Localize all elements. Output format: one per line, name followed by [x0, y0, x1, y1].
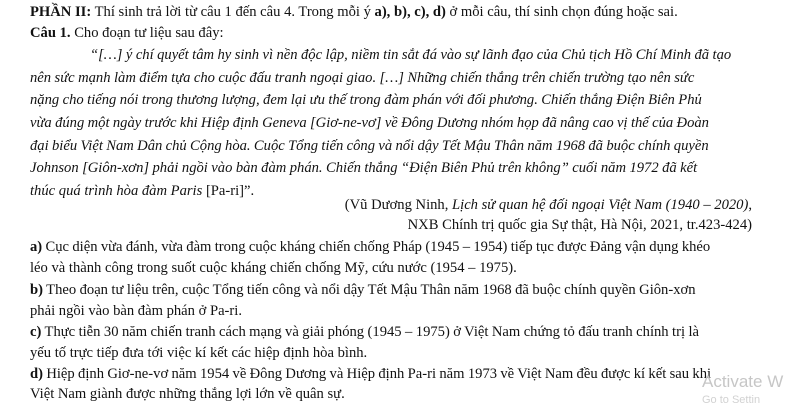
source-author-line: [345, 196, 752, 214]
statement-c-text-1: Thực tiễn 30 năm chiến tranh cách mạng và giải phóng (1945 – 1975) ở Việt Nam chứng tỏ đấu tranh chính trị là: [41, 324, 699, 340]
statement-b-line-2: phải ngồi vào bàn đàm phán ở Pa-ri.: [30, 303, 242, 319]
passage-line-5: đại biểu Việt Nam Dân chủ Cộng hòa. Cuộc Tổng tiến công và nổi dậy Tết Mậu Thân năm 1968 đã buộc chính quyền: [30, 138, 709, 154]
passage-line-3: nặng cho tiếng nói trong thương lượng, đem lại ưu thế trong đàm phán với đối phương. Chiến thắng Điện Biên Phủ: [30, 92, 702, 108]
passage-line-2: nên sức mạnh làm điểm tựa cho cuộc đấu tranh ngoại giao. […] Những chiến thắng trên chiến trường tạo nên sức: [30, 70, 695, 86]
statement-d-text-1: Hiệp định Giơ-ne-vơ năm 1954 về Đông Dương và Hiệp định Pa-ri năm 1973 về Việt Nam đều được kí kết sau khi: [42, 366, 712, 382]
statement-a-line-2: léo và thành công trong suốt cuộc kháng chiến chống Mỹ, cứu nước (1954 – 1975).: [30, 260, 517, 276]
section-heading-line: [30, 3, 678, 21]
statement-b-line-1: [30, 281, 696, 299]
statement-d-line-1: [30, 365, 711, 383]
section-instruction: Thí sinh trả lời từ câu 1 đến câu 4. Trong mỗi ý: [91, 4, 375, 20]
statement-d-label: d): [30, 366, 43, 382]
section-instruction-tail: ở mỗi câu, thí sinh chọn đúng hoặc sai.: [445, 4, 678, 20]
section-items-ref: a), b), c), d): [374, 4, 446, 20]
statement-c-line-1: [30, 323, 699, 341]
statement-b-text-1: Theo đoạn tư liệu trên, cuộc Tổng tiến công và nổi dậy Tết Mậu Thân năm 1968 đã buộc chính quyền Giôn-xơn: [42, 282, 696, 298]
activation-watermark-title: Activate W: [702, 372, 784, 391]
question-line: [30, 24, 224, 42]
passage-last-plain: [Pa-ri]”.: [205, 183, 255, 199]
passage-last-italic: thúc quá trình hòa đàm Paris: [30, 183, 206, 199]
passage-line-4: vừa đúng một ngày trước khi Hiệp định Geneva [Giơ-ne-vơ] về Đông Dương nhóm họp đã nâng cao vị thế của Đoàn: [30, 115, 709, 131]
passage-line-6: Johnson [Giôn-xơn] phải ngồi vào bàn đàm phán. Chiến thắng “Điện Biên Phủ trên không” cuối năm 1972 đã kết: [30, 160, 698, 176]
question-label: Câu 1.: [30, 25, 71, 41]
activation-watermark-subtitle: Go to Settin: [702, 394, 761, 406]
passage-line-7: [30, 182, 254, 200]
statement-a-line-1: [30, 238, 710, 256]
source-book-title: Lịch sử quan hệ đối ngoại Việt Nam (1940 – 2020): [452, 197, 749, 213]
passage-line-1: “[…] ý chí quyết tâm hy sinh vì nền độc lập, niềm tin sắt đá vào sự lãnh đạo của Chủ tịch Hồ Chí Minh đã tạo: [90, 47, 732, 63]
statement-d-line-2: Việt Nam giành được những thắng lợi lớn về quân sự.: [30, 386, 345, 402]
statement-a-text-1: Cục diện vừa đánh, vừa đàm trong cuộc kháng chiến chống Pháp (1945 – 1954) tiếp tục được Đảng vận dụng khéo: [42, 239, 711, 255]
statement-c-line-2: yếu tố trực tiếp đưa tới việc kí kết các hiệp định hòa bình.: [30, 345, 368, 361]
source-author-tail: ,: [748, 197, 752, 213]
source-publisher-line: NXB Chính trị quốc gia Sự thật, Hà Nội, 2021, tr.423-424): [407, 217, 752, 233]
source-author: (Vũ Dương Ninh,: [344, 197, 453, 213]
statement-a-label: a): [30, 239, 43, 255]
question-prompt: Cho đoạn tư liệu sau đây:: [70, 25, 224, 41]
section-heading: PHẦN II:: [30, 4, 92, 20]
statement-b-label: b): [30, 282, 43, 298]
statement-c-label: c): [30, 324, 42, 340]
